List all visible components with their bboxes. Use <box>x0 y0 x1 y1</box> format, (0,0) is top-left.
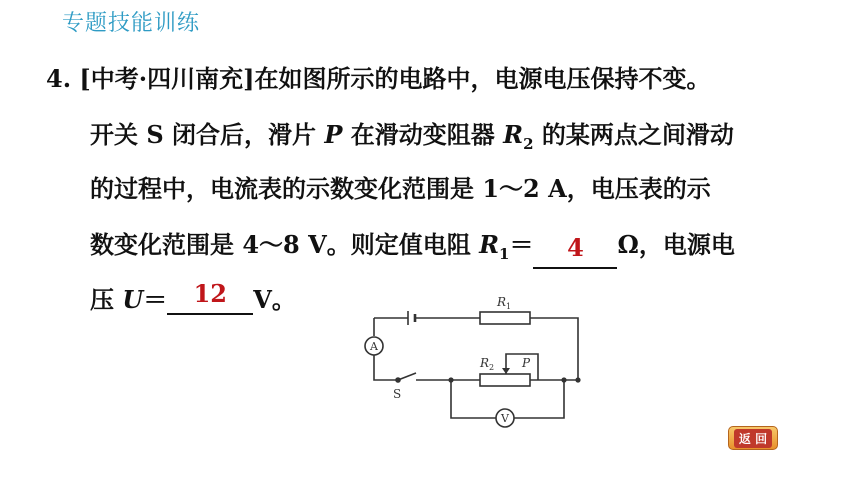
answer-r1: 4 <box>567 232 584 262</box>
problem-text: 开关 S 闭合后，滑片 <box>90 120 325 149</box>
answer-blank-u <box>167 279 253 315</box>
circuit-diagram <box>356 288 596 438</box>
resistor-symbol: R <box>503 120 524 149</box>
voltmeter-label: V <box>501 412 509 425</box>
problem-text: Ω，电源电 <box>617 230 735 259</box>
page-header: 专题技能训练 <box>62 11 201 36</box>
slider-symbol: P <box>324 120 343 149</box>
answer-u: 12 <box>193 279 227 308</box>
p-label: P <box>522 356 531 370</box>
r1-subscript: 1 <box>506 302 512 311</box>
switch-label: S <box>393 387 402 401</box>
resistor-r1 <box>480 312 530 324</box>
resistor-subscript: 1 <box>499 244 510 263</box>
junction-dot <box>448 377 453 382</box>
problem-source: [中考·四川南充] <box>79 64 255 93</box>
problem-text: 在滑动变阻器 <box>342 120 504 149</box>
switch-lever <box>398 373 416 380</box>
resistor-r2 <box>480 374 530 386</box>
problem-text: 的某两点之间滑动 <box>533 120 734 149</box>
back-button-label: 返 回 <box>734 429 772 448</box>
problem-text: 的过程中，电流表的示数变化范围是 1～2 A，电压表的示 <box>90 174 711 203</box>
resistor-symbol: R <box>479 230 500 259</box>
problem-text: 压 <box>90 285 123 314</box>
slider-arrow-icon <box>502 368 510 374</box>
problem-text: V。 <box>253 285 296 314</box>
r1-label: R <box>497 295 507 309</box>
resistor-subscript: 2 <box>523 134 534 153</box>
problem-line-2 <box>90 120 734 159</box>
problem-line-4 <box>90 230 735 269</box>
problem-text: 在如图所示的电路中，电源电压保持不变。 <box>254 64 711 93</box>
r2-label: R <box>480 356 490 370</box>
equals-sign: ＝ <box>143 285 168 314</box>
problem-line-1 <box>46 64 711 94</box>
problem-line-3 <box>90 174 711 204</box>
voltage-symbol: U <box>122 285 144 314</box>
answer-blank-r1 <box>533 232 617 269</box>
junction-dot <box>561 377 566 382</box>
problem-number: 4. <box>46 64 72 93</box>
equals-sign: ＝ <box>509 230 534 259</box>
problem-line-5 <box>90 279 296 315</box>
r2-subscript: 2 <box>489 363 495 372</box>
ammeter-label: A <box>370 340 378 353</box>
junction-dot <box>575 377 580 382</box>
wire <box>374 355 396 380</box>
back-button[interactable] <box>728 426 778 450</box>
problem-text: 数变化范围是 4～8 V。则定值电阻 <box>90 230 480 259</box>
